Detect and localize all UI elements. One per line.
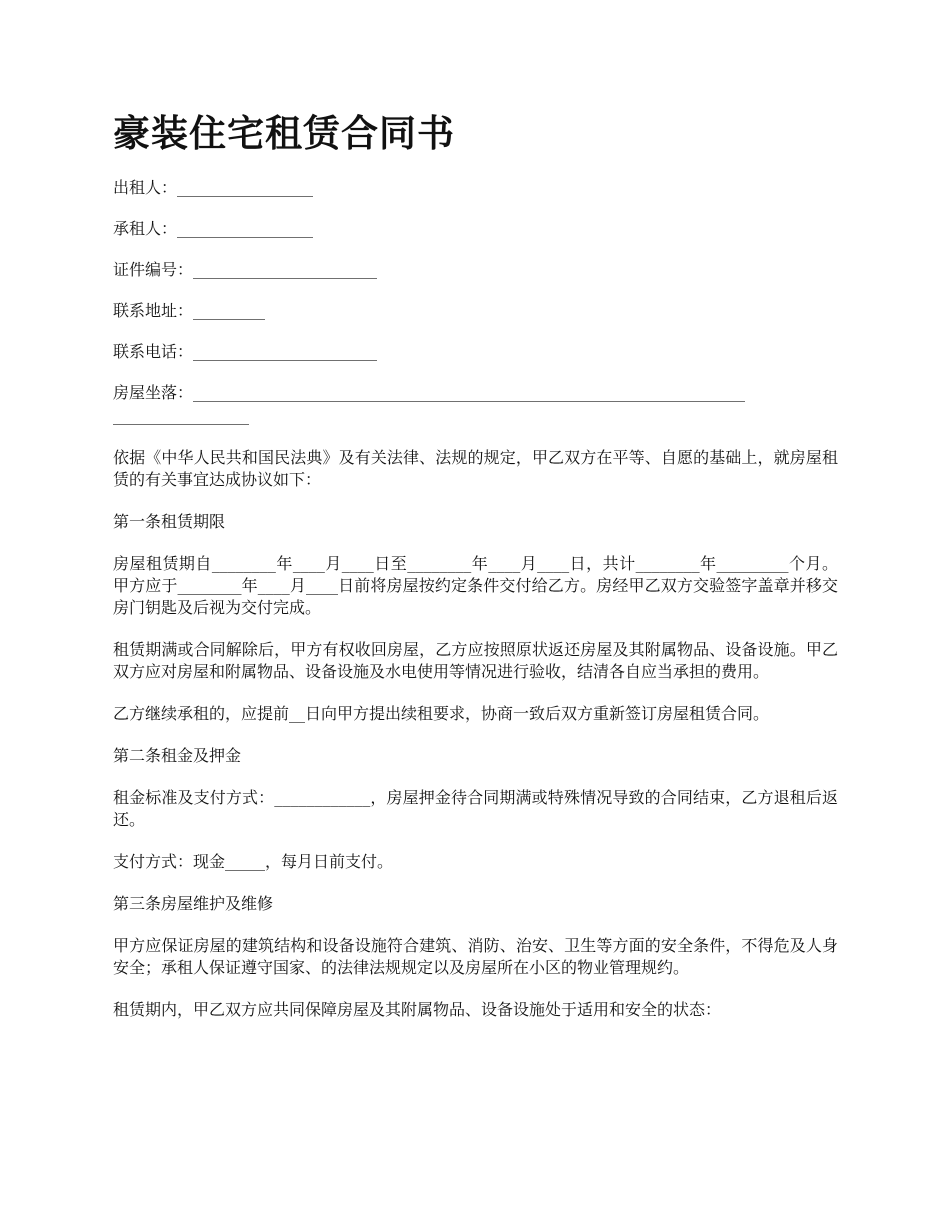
property-location-continuation: _________________ bbox=[113, 406, 249, 425]
article-3-heading: 第三条房屋维护及维修 bbox=[113, 894, 274, 913]
lessor-field: 出租人：_________________ bbox=[113, 178, 314, 197]
article-2-heading: 第二条租金及押金 bbox=[113, 746, 242, 765]
phone-field: 联系电话：_______________________ bbox=[113, 342, 378, 361]
payment-method-paragraph: 支付方式：现金_____，每月日前支付。 bbox=[113, 852, 394, 871]
safety-paragraph: 甲方应保证房屋的建筑结构和设备设施符合建筑、消防、治安、卫生等方面的安全条件，不得危及人身安全；承租人保证遵守国家、的法律法规规定以及房屋所在小区的物业管理规约。 bbox=[113, 936, 838, 977]
id-number-field: 证件编号：_______________________ bbox=[113, 260, 378, 279]
lease-expiry-paragraph: 租赁期满或合同解除后，甲方有权收回房屋，乙方应按照原状返还房屋及其附属物品、设备设施。甲乙双方应对房屋和附属物品、设备设施及水电使用等情况进行验收，结清各自应当承担的费用。 bbox=[113, 640, 838, 681]
address-field: 联系地址：_________ bbox=[113, 301, 266, 320]
renewal-paragraph: 乙方继续承租的，应提前__日向甲方提出续租要求，协商一致后双方重新签订房屋租赁合同。 bbox=[113, 704, 770, 723]
lease-term-paragraph: 房屋租赁期自________年____月____日至________年____月____日，共计________年_________个月。甲方应于________年____月____日前将房屋按约定条件交付给乙方。房经甲乙双方交验签字盖章并移交房门钥匙及后视为交付完成。 bbox=[113, 554, 838, 617]
maintenance-paragraph: 租赁期内，甲乙双方应共同保障房屋及其附属物品、设备设施处于适用和安全的状态： bbox=[113, 1000, 722, 1019]
document-title: 豪装住宅租赁合同书 bbox=[113, 112, 455, 155]
lessee-field: 承租人：_________________ bbox=[113, 219, 314, 238]
property-location-field: 房屋坐落：_____________________________________________________________________ bbox=[113, 383, 746, 402]
preamble-paragraph: 依据《中华人民共和国民法典》及有关法律、法规的规定，甲乙双方在平等、自愿的基础上，就房屋租赁的有关事宜达成协议如下： bbox=[113, 448, 838, 489]
rent-standard-paragraph: 租金标准及支付方式：____________，房屋押金待合同期满或特殊情况导致的合同结束，乙方退租后返还。 bbox=[113, 788, 838, 829]
article-1-heading: 第一条租赁期限 bbox=[113, 512, 226, 531]
